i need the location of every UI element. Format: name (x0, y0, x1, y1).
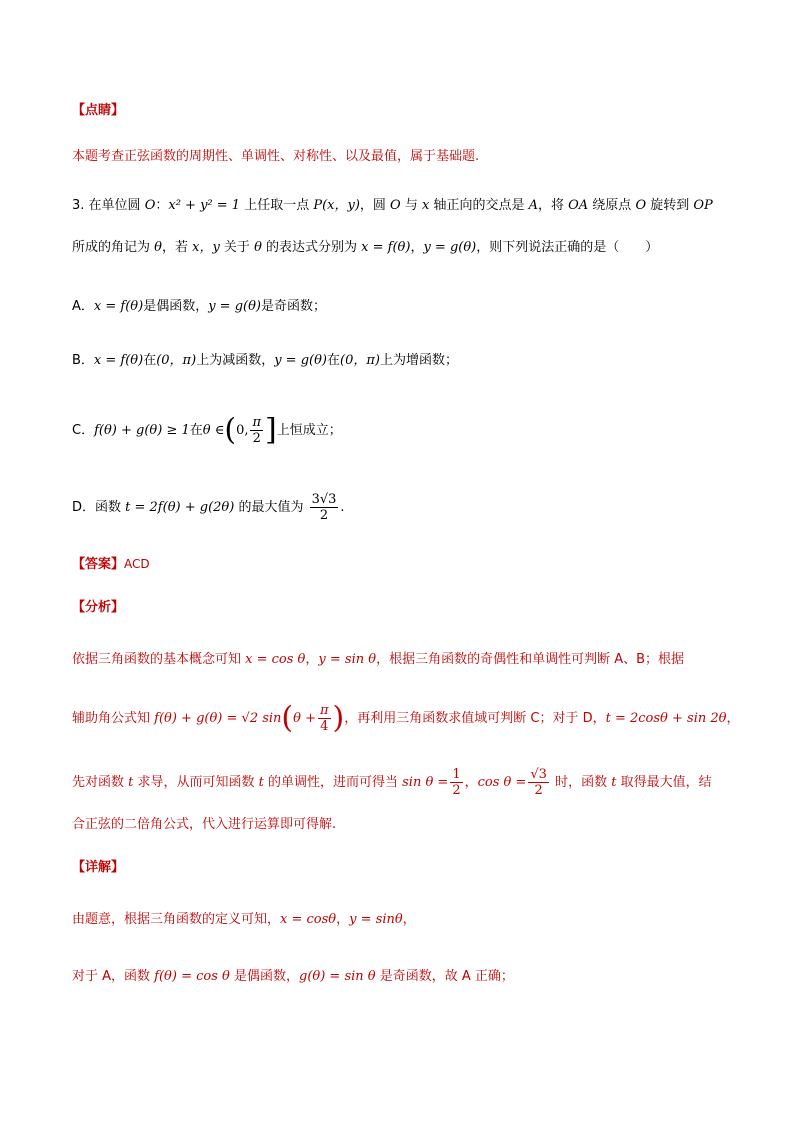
math-expression: y = sin θ (318, 652, 377, 667)
math-expression: t = 2f(θ) + g(2θ) (125, 500, 235, 515)
detail-text: 是奇函数，故 A 正确； (375, 969, 514, 984)
fraction-numerator: √3 (530, 767, 547, 782)
math-expression: θ ∈ (202, 423, 225, 438)
fraction-denominator: 2 (252, 431, 261, 446)
fraction-numerator: π (252, 415, 262, 430)
analysis-text: 先对函数 (72, 775, 129, 790)
question-text: 上任取一点 (240, 198, 314, 213)
option-label: B． (72, 353, 94, 368)
math-interval: (0，π) (340, 353, 380, 368)
option-text: 的最大值为 (234, 500, 308, 515)
answer-line (72, 554, 150, 575)
dianjing-heading: 【点睛】 (72, 103, 125, 118)
math-symbol: x，y (192, 240, 220, 255)
math-expression: f(θ) + g(θ) = √2 sin (154, 711, 282, 726)
option-text: 在 (143, 353, 157, 368)
math-symbol: θ (254, 240, 262, 255)
option-text: 是偶函数， (143, 299, 209, 314)
fenxi-line-4 (72, 815, 336, 835)
fenxi-line-2 (72, 700, 740, 736)
math-expression: x = cosθ (280, 912, 337, 927)
analysis-text: 取得最大值，结 (616, 775, 712, 790)
fenxi-heading: 【分析】 (72, 600, 125, 615)
math-expression: y = g(θ) (274, 353, 327, 368)
math-symbol: A (528, 198, 538, 213)
question-number: 3 (72, 198, 81, 213)
option-text: 上恒成立； (276, 423, 342, 438)
right-bracket: ] (265, 412, 277, 448)
math-symbol: x (421, 198, 430, 213)
detail-text: 由题意，根据三角函数的定义可知， (72, 912, 281, 927)
analysis-text: ，根据三角函数的奇偶性和单调性可判断 A、B；根据 (376, 652, 685, 667)
question-text: 绕原点 (588, 198, 636, 213)
option-text: 在 (327, 353, 341, 368)
fenxi-line-1 (72, 650, 684, 670)
question-text: 所成的角记为 (72, 240, 155, 255)
analysis-text: 依据三角函数的基本概念可知 (72, 652, 246, 667)
question-text: . 在单位圆 (80, 198, 145, 213)
analysis-text: 辅助角公式知 (72, 711, 155, 726)
math-expression: x = cos θ (245, 652, 306, 667)
question-text: ： (155, 198, 169, 213)
xiangjie-line-2 (72, 967, 514, 987)
option-label: C． (72, 423, 95, 438)
analysis-text: 求导，从而可知函数 (133, 775, 259, 790)
analysis-text: ， (464, 775, 478, 790)
answer-heading: 【答案】 (72, 557, 125, 572)
option-text: 上为减函数， (196, 353, 275, 368)
option-label: A． (72, 299, 94, 314)
math-symbol: t (611, 775, 617, 790)
analysis-text: ， (305, 652, 319, 667)
fraction-numerator: 1 (452, 767, 461, 782)
question-text: ，圆 (359, 198, 391, 213)
math-symbol: θ (154, 240, 162, 255)
math-symbol: O (390, 198, 401, 213)
question-line-2 (72, 238, 658, 258)
math-expression: y = sinθ (349, 912, 403, 927)
analysis-text: ， (726, 711, 740, 726)
question-text: 旋转到 (646, 198, 694, 213)
math-number: 0, (236, 423, 249, 438)
detail-text: ， (336, 912, 350, 927)
question-text: 与 (400, 198, 422, 213)
math-symbol: t (258, 775, 264, 790)
option-label: D．函数 (72, 500, 126, 515)
fraction-denominator: 4 (320, 719, 329, 734)
right-paren: ) (332, 700, 345, 736)
option-text: 是奇函数； (261, 299, 327, 314)
math-expression: θ + (293, 711, 316, 726)
question-line-1 (72, 196, 713, 216)
math-expression: x = f(θ) (361, 240, 411, 255)
math-expression: g(θ) = sin θ (299, 969, 376, 984)
fraction-one-half (450, 767, 462, 798)
fraction-numerator: π (320, 703, 329, 718)
dianjing-text: 本题考查正弦函数的周期性、单调性、对称性、以及最值，属于基础题. (72, 149, 480, 164)
detail-text: ， (402, 912, 416, 927)
fraction-root3-over-2 (528, 767, 549, 798)
answer-value: ACD (124, 557, 150, 571)
left-paren: ( (224, 412, 237, 448)
fraction-denominator: 2 (534, 783, 543, 798)
math-expression: x = f(θ) (93, 299, 144, 314)
math-expression: y = g(θ) (208, 299, 261, 314)
analysis-text: 的单调性，进而可得当 (263, 775, 403, 790)
analysis-text: 时，函数 (550, 775, 612, 790)
fraction-max-value (310, 492, 339, 523)
question-text: ，将 (537, 198, 569, 213)
analysis-text: 合正弦的二倍角公式，代入进行运算即可得解. (72, 817, 337, 832)
fraction-denominator: 2 (452, 783, 461, 798)
detail-text: 是偶函数， (229, 969, 299, 984)
math-expression: sin θ = (402, 775, 449, 790)
question-text: 的表达式分别为 (261, 240, 362, 255)
math-symbol: O (635, 198, 647, 213)
option-d (72, 492, 345, 523)
question-text: 关于 (219, 240, 255, 255)
option-a (72, 297, 326, 317)
option-text: 在 (189, 423, 203, 438)
option-text: 上为增函数； (379, 353, 458, 368)
math-expression: t = 2cosθ + sin 2θ (605, 711, 727, 726)
math-equation: x² + y² = 1 (168, 198, 241, 213)
fraction-numerator: 3√3 (311, 492, 337, 507)
question-text: 轴正向的交点是 (429, 198, 529, 213)
left-paren: ( (281, 700, 294, 736)
xiangjie-line-1 (72, 910, 416, 930)
math-symbol: OP (693, 198, 713, 213)
analysis-text: ，再利用三角函数求值域可判断 C；对于 D， (344, 711, 606, 726)
option-text: . (340, 500, 345, 515)
math-expression: cos θ = (477, 775, 527, 790)
math-expression: x = f(θ) (93, 353, 144, 368)
math-circle: O (144, 198, 156, 213)
fraction-denominator: 2 (319, 508, 329, 523)
math-symbol: OA (568, 198, 589, 213)
fraction-pi-over-4 (318, 703, 331, 734)
math-expression: y = g(θ) (423, 240, 477, 255)
question-text: ，若 (161, 240, 193, 255)
detail-text: 对于 A，函数 (72, 969, 155, 984)
fraction-pi-over-2 (250, 415, 263, 446)
fenxi-line-3 (72, 767, 712, 798)
option-b (72, 351, 458, 371)
option-c (72, 412, 342, 448)
math-expression: f(θ) + g(θ) ≥ 1 (94, 423, 190, 438)
math-expression: f(θ) = cos θ (154, 969, 230, 984)
xiangjie-heading: 【详解】 (72, 860, 125, 875)
math-interval: (0，π) (156, 353, 197, 368)
question-text: ， (410, 240, 424, 255)
math-symbol: t (128, 775, 134, 790)
math-point: P(x，y) (313, 198, 360, 213)
question-text: ，则下列说法正确的是（ ） (476, 240, 659, 255)
